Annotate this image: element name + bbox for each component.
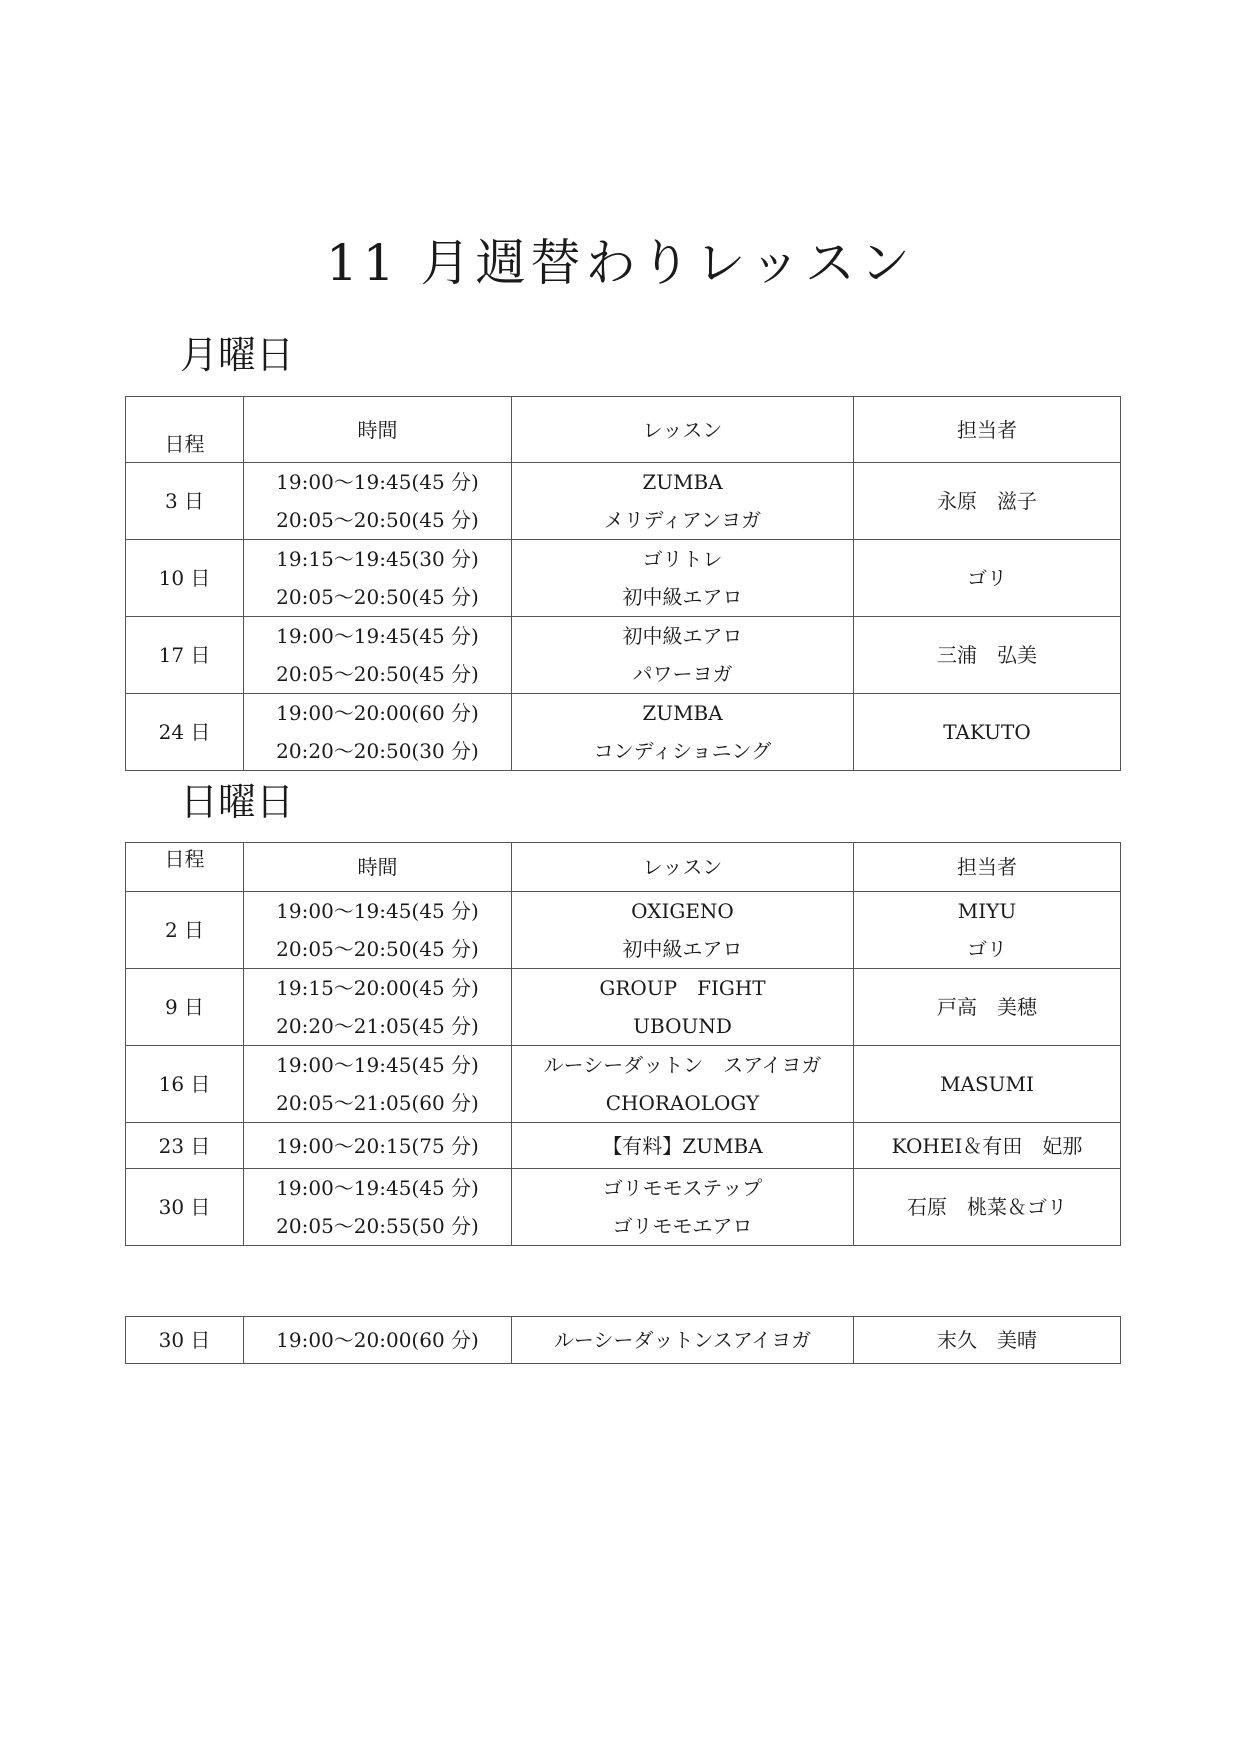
cell-time-line: 19:00～19:45(45 分) [276, 899, 479, 923]
table-row [126, 1123, 1121, 1169]
cell-instructor-line: 末久 美晴 [937, 1328, 1037, 1352]
cell-time-line: 20:20～21:05(45 分) [276, 1014, 479, 1038]
cell-instructor [854, 892, 1121, 969]
cell-time-line: 20:05～20:50(45 分) [276, 585, 479, 609]
header-date: 日程 [126, 843, 244, 892]
table-row [126, 617, 1121, 694]
cell-time-line: 19:00～20:00(60 分) [276, 701, 479, 725]
header-time: 時間 [244, 843, 512, 892]
cell-time-line: 19:00～19:45(45 分) [276, 1053, 479, 1077]
cell-instructor-line: ゴリ [967, 566, 1007, 590]
cell-date: 24 日 [126, 694, 244, 771]
cell-lesson-line: ルーシーダットン スアイヨガ [543, 1053, 822, 1077]
cell-instructor-line: MASUMI [940, 1072, 1034, 1096]
cell-lesson-line: ルーシーダットンスアイヨガ [553, 1328, 812, 1352]
cell-lesson-line: ゴリモモステップ [602, 1176, 763, 1200]
cell-time [244, 969, 512, 1046]
cell-lesson [512, 969, 854, 1046]
cell-lesson [512, 540, 854, 617]
cell-instructor [854, 540, 1121, 617]
cell-instructor-line: ゴリ [967, 937, 1007, 961]
header-instructor: 担当者 [854, 843, 1121, 892]
cell-date: 16 日 [126, 1046, 244, 1123]
cell-lesson-line: GROUP FIGHT [599, 976, 766, 1000]
table-header-row [126, 843, 1121, 892]
extra-schedule-table [125, 1316, 1121, 1364]
cell-lesson-line: 初中級エアロ [622, 585, 743, 609]
cell-time-line: 19:00～19:45(45 分) [276, 1176, 479, 1200]
cell-time-line: 20:05～20:50(45 分) [276, 937, 479, 961]
cell-lesson [512, 892, 854, 969]
cell-time [244, 617, 512, 694]
cell-lesson-line: OXIGENO [631, 899, 734, 923]
cell-date: 30 日 [126, 1317, 244, 1364]
table-row [126, 1169, 1121, 1246]
cell-lesson-line: コンディショニング [593, 739, 772, 763]
cell-instructor-line: TAKUTO [943, 720, 1031, 744]
cell-lesson-line: ZUMBA [642, 470, 723, 494]
cell-time-line: 19:00～20:15(75 分) [276, 1133, 479, 1158]
header-time: 時間 [244, 397, 512, 463]
cell-instructor [854, 1317, 1121, 1364]
cell-time [244, 1169, 512, 1246]
monday-schedule-table [125, 396, 1121, 771]
cell-date: 17 日 [126, 617, 244, 694]
cell-time-line: 20:05～20:50(45 分) [276, 508, 479, 532]
cell-lesson [512, 1046, 854, 1123]
cell-date: 3 日 [126, 463, 244, 540]
cell-time [244, 1317, 512, 1364]
cell-lesson-line: メリディアンヨガ [603, 508, 762, 532]
cell-lesson [512, 463, 854, 540]
cell-date: 9 日 [126, 969, 244, 1046]
cell-lesson [512, 1317, 854, 1364]
cell-lesson-line: CHORAOLOGY [605, 1091, 760, 1115]
cell-time [244, 540, 512, 617]
table-row [126, 969, 1121, 1046]
cell-instructor-line: 永原 滋子 [937, 489, 1037, 513]
cell-lesson-line: 【有料】ZUMBA [602, 1133, 763, 1158]
cell-instructor-line: 三浦 弘美 [937, 643, 1037, 667]
cell-lesson-line: 初中級エアロ [622, 937, 743, 961]
cell-instructor [854, 694, 1121, 771]
cell-instructor-line: 石原 桃菜＆ゴリ [907, 1195, 1067, 1219]
cell-lesson-line: UBOUND [633, 1014, 732, 1038]
cell-lesson [512, 694, 854, 771]
cell-time-line: 19:15～20:00(45 分) [276, 976, 479, 1000]
cell-lesson [512, 1123, 854, 1169]
cell-time-line: 20:05～20:55(50 分) [276, 1214, 479, 1238]
cell-lesson-line: パワーヨガ [632, 662, 733, 686]
cell-time-line: 19:00～19:45(45 分) [276, 470, 479, 494]
sunday-schedule-table [125, 842, 1121, 1246]
header-lesson: レッスン [512, 843, 854, 892]
cell-date: 10 日 [126, 540, 244, 617]
cell-instructor-line: KOHEI＆有田 妃那 [891, 1133, 1083, 1158]
cell-time-line: 20:05～21:05(60 分) [276, 1091, 479, 1115]
page-title: 11 月週替わりレッスン [325, 234, 916, 292]
cell-lesson-line: ゴリトレ [642, 547, 723, 571]
cell-time-line: 19:00～20:00(60 分) [276, 1328, 479, 1352]
monday-heading: 月曜日 [180, 333, 295, 377]
cell-time-line: 19:15～19:45(30 分) [276, 547, 479, 571]
table-row [126, 463, 1121, 540]
header-lesson: レッスン [512, 397, 854, 463]
cell-time-line: 20:05～20:50(45 分) [276, 662, 479, 686]
cell-time-line: 19:00～19:45(45 分) [276, 624, 479, 648]
header-date: 日程 [126, 397, 244, 463]
table-row [126, 694, 1121, 771]
cell-lesson-line: ZUMBA [642, 701, 723, 725]
cell-lesson-line: ゴリモモエアロ [612, 1214, 753, 1238]
cell-time [244, 694, 512, 771]
cell-date: 30 日 [126, 1169, 244, 1246]
cell-time [244, 1046, 512, 1123]
cell-date: 2 日 [126, 892, 244, 969]
table-row [126, 892, 1121, 969]
table-row [126, 1046, 1121, 1123]
cell-instructor [854, 617, 1121, 694]
cell-time [244, 463, 512, 540]
cell-lesson-line: 初中級エアロ [622, 624, 743, 648]
table-header-row [126, 397, 1121, 463]
sunday-heading: 日曜日 [180, 780, 295, 824]
cell-instructor [854, 463, 1121, 540]
cell-lesson [512, 617, 854, 694]
table-row [126, 1317, 1121, 1364]
cell-instructor [854, 1123, 1121, 1169]
cell-time [244, 1123, 512, 1169]
cell-lesson [512, 1169, 854, 1246]
cell-time-line: 20:20～20:50(30 分) [276, 739, 479, 763]
cell-time [244, 892, 512, 969]
table-row [126, 540, 1121, 617]
cell-instructor-line: MIYU [957, 899, 1017, 923]
cell-instructor [854, 1046, 1121, 1123]
header-instructor: 担当者 [854, 397, 1121, 463]
cell-date: 23 日 [126, 1123, 244, 1169]
cell-instructor [854, 969, 1121, 1046]
cell-instructor [854, 1169, 1121, 1246]
cell-instructor-line: 戸高 美穂 [937, 995, 1037, 1019]
